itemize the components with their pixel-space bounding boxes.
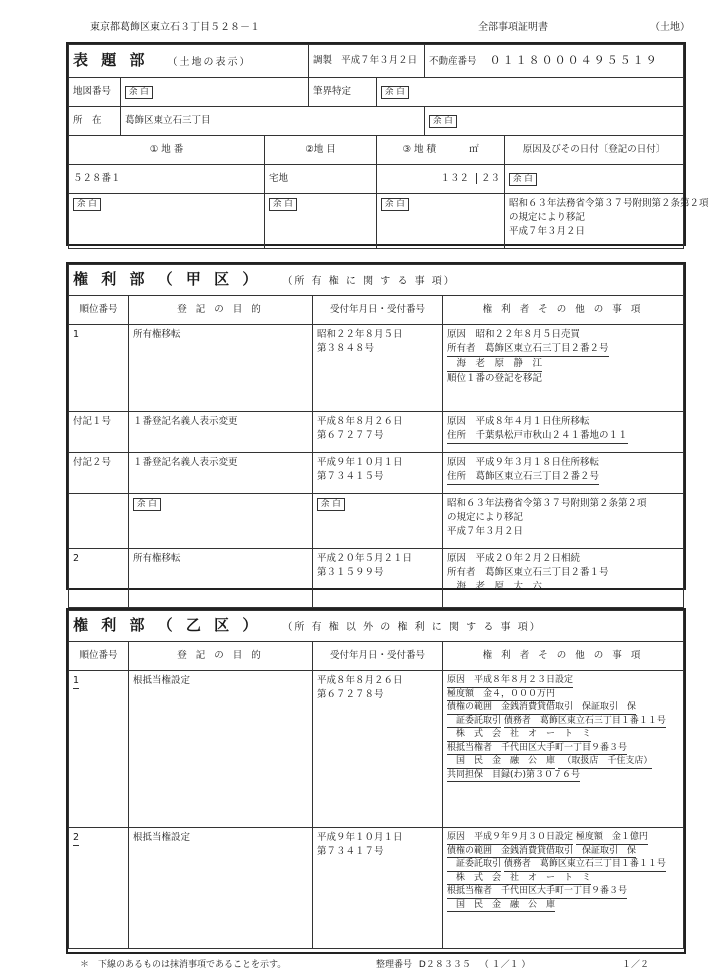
table-row: [69, 453, 684, 494]
kenri-line: 国 民 金 融 公 庫: [447, 755, 555, 769]
genin-line: 昭和６３年法務省令第３７号附則第２条第２項: [509, 198, 709, 209]
yohaku-stamp: 余 白: [269, 198, 297, 211]
yohaku-stamp: 余 白: [133, 498, 161, 511]
jun-number: 付記２号: [69, 453, 129, 494]
kenri-line: 根抵当権者 千代田区大手町一丁目９番３号: [447, 742, 627, 756]
kenri-line: 住所 千葉県松戸市秋山２４１番地の１１: [447, 429, 628, 444]
kenri-line: 証委託取引: [447, 715, 501, 729]
kenri-line: 所有者 葛飾区東立石三丁目２番１号: [447, 567, 609, 578]
kenri-line: 昭和６３年法務省令第３７号附則第２条第２項: [447, 498, 647, 509]
mokuteki: １番登記名義人表示変更: [129, 412, 313, 453]
chimoku-value: 宅地: [265, 165, 377, 194]
uketsuke-date: 平成９年１０月１日: [317, 832, 403, 843]
kou-title: 権 利 部 （ 甲 区 ）: [73, 269, 262, 288]
col-kenri: 権 利 者 そ の 他 の 事 項: [443, 642, 684, 671]
kenri-line: の規定により移記: [447, 512, 524, 523]
hyodai-section: [66, 42, 709, 246]
hyodai-title: 表 題 部: [73, 50, 149, 69]
uketsuke-no: 第６７２７７号: [317, 430, 384, 441]
jun-number: 付記１号: [69, 412, 129, 453]
kenri-line: 債権の範囲 金銭消費貸借取引 保証取引 保: [447, 701, 636, 715]
jun-number: 2: [73, 831, 79, 846]
uketsuke-date: 平成２０年５月２１日: [317, 553, 413, 564]
uketsuke-no: 第３１５９９号: [317, 567, 384, 578]
jun-number: 1: [69, 325, 129, 412]
kenri-line: 債務者 葛飾区東立石三丁目１番１１号: [504, 858, 666, 872]
uketsuke-no: 第７３４１５号: [317, 471, 384, 482]
col-uketsuke: 受付年月日・受付番号: [313, 296, 443, 325]
kenri-line: 平成７年３月２日: [447, 526, 524, 537]
uketsuke-no: 第３８４８号: [317, 343, 375, 354]
kenri-line: 株 式 会 社 オ ー ト ミ: [447, 872, 591, 886]
kenri-line: 国 民 金 融 公 庫: [447, 899, 555, 913]
kenri-line: （取扱店 千住支店）: [558, 755, 653, 769]
mokuteki: １番登記名義人表示変更: [129, 453, 313, 494]
footer-note: ＊ 下線のあるものは抹消事項であることを示す。: [80, 960, 287, 970]
yohaku-stamp: 余 白: [125, 86, 153, 99]
mokuteki: 所有権移転: [129, 549, 313, 608]
col-uketsuke: 受付年月日・受付番号: [313, 642, 443, 671]
chizu-label: 地図番号: [69, 78, 121, 107]
genin-line: 平成７年３月２日: [509, 226, 586, 237]
yohaku-stamp: 余 白: [429, 115, 457, 128]
mokuteki: 根抵当権設定: [129, 671, 313, 828]
table-row: [69, 671, 684, 828]
chiseki-dec: ２３: [476, 173, 500, 184]
col-mokuteki: 登 記 の 目 的: [129, 642, 313, 671]
col-mokuteki: 登 記 の 目 的: [129, 296, 313, 325]
shozai-label: 所 在: [69, 107, 121, 136]
genin-line: の規定により移記: [509, 212, 586, 223]
kenri-line: 海 老 原 静 江: [447, 357, 542, 372]
mokuteki: 根抵当権設定: [129, 828, 313, 949]
col-chiban: ① 地 番: [69, 136, 265, 165]
yohaku-stamp: 余 白: [381, 198, 409, 211]
fudosan-label: 不動産番号: [429, 55, 477, 67]
kenri-line: 住所 葛飾区東立石三丁目２番２号: [447, 470, 599, 485]
col-chiseki: ③ 地 積: [402, 144, 437, 155]
col-genin: 原因及びその日付〔登記の日付〕: [505, 136, 684, 165]
kenri-line: 株 式 会 社 オ ー ト ミ: [447, 728, 591, 742]
uketsuke-date: 平成８年８月２６日: [317, 675, 403, 686]
kenri-line: 証委託取引: [447, 858, 501, 872]
col-kenri: 権 利 者 そ の 他 の 事 項: [443, 296, 684, 325]
kenri-line: 債権の範囲 金銭消費貸借取引 保証取引 保: [447, 845, 636, 859]
kenri-line: 原因 平成９年３月１８日住所移転: [447, 457, 600, 468]
chosei-label: 調製: [313, 55, 333, 66]
hyodai-subtitle: （土地の表示）: [167, 56, 252, 68]
kenri-line: 順位１番の登記を移記: [447, 373, 543, 384]
uketsuke-no: 第６７２７８号: [317, 689, 384, 700]
hyodai-genin-cell: [505, 194, 709, 249]
kyokai-label: 筆界特定: [309, 78, 377, 107]
otsu-section: [66, 608, 686, 954]
yohaku-stamp: 余 白: [73, 198, 101, 211]
col-jun: 順位番号: [69, 642, 129, 671]
doc-address: 東京都葛飾区東立石３丁目５２８－１: [90, 22, 260, 33]
seiri-label: 整理番号: [376, 960, 413, 970]
kenri-line: 極度額 金１億円: [576, 831, 648, 845]
col-chimoku: ②地 目: [265, 136, 377, 165]
table-row: [69, 412, 684, 453]
kou-section: [66, 262, 686, 590]
jun-number: [69, 494, 129, 549]
chiseki-int: １３２: [440, 173, 469, 184]
seiri-value: D２８３３５: [418, 960, 471, 970]
table-row: [69, 494, 684, 549]
table-row: [69, 325, 684, 412]
table-row: [69, 828, 684, 949]
kenri-line: 原因 昭和２２年８月５日売買: [447, 329, 581, 340]
yohaku-stamp: 余 白: [317, 498, 345, 511]
otsu-subtitle: （所 有 権 以 外 の 権 利 に 関 す る 事 項）: [282, 621, 542, 633]
kenri-line: 所有者 葛飾区東立石三丁目２番２号: [447, 342, 609, 357]
doc-type: 全部事項証明書: [478, 22, 548, 33]
kenri-line: 根抵当権者 千代田区大手町一丁目９番３号: [447, 885, 627, 899]
doc-kind: （土地）: [650, 22, 690, 33]
otsu-title: 権 利 部 （ 乙 区 ）: [73, 615, 262, 634]
mokuteki: 所有権移転: [129, 325, 313, 412]
kenri-line: 海 老 原 大 六: [447, 581, 543, 592]
page-of: （ １／１ ）: [479, 960, 531, 970]
kenri-line: 原因 平成８年８月２３日設定: [447, 674, 573, 688]
kenri-line: 原因 平成２０年２月２日相続: [447, 553, 581, 564]
chosei-value: 平成７年３月２日: [341, 55, 418, 66]
jun-number: 1: [73, 674, 79, 689]
fudosan-value: ０１１８０００４９５５１９: [489, 53, 659, 67]
col-jun: 順位番号: [69, 296, 129, 325]
kenri-line: 共同担保 目録(わ)第３０７６号: [447, 769, 580, 783]
yohaku-stamp: 余 白: [381, 86, 409, 99]
chiban-value: ５２８番１: [69, 165, 265, 194]
uketsuke-no: 第７３４１７号: [317, 846, 384, 857]
table-row: [69, 549, 684, 608]
kenri-line: 債務者 葛飾区東立石三丁目１番１１号: [504, 715, 666, 729]
jun-number: 2: [69, 549, 129, 608]
yohaku-stamp: 余 白: [509, 173, 537, 186]
shozai-value: 葛飾区東立石三丁目: [121, 107, 425, 136]
col-unit: ㎡: [469, 144, 479, 155]
uketsuke-date: 昭和２２年８月５日: [317, 329, 403, 340]
kou-subtitle: （所 有 権 に 関 す る 事 項）: [282, 275, 456, 287]
kenri-line: 原因 平成８年４月１日住所移転: [447, 416, 590, 427]
uketsuke-date: 平成８年８月２６日: [317, 416, 403, 427]
kenri-line: 極度額 金４，０００万円: [447, 688, 555, 702]
uketsuke-date: 平成９年１０月１日: [317, 457, 403, 468]
kenri-line: 原因 平成９年９月３０日設定: [447, 831, 573, 845]
page-number: １／２: [622, 960, 650, 970]
